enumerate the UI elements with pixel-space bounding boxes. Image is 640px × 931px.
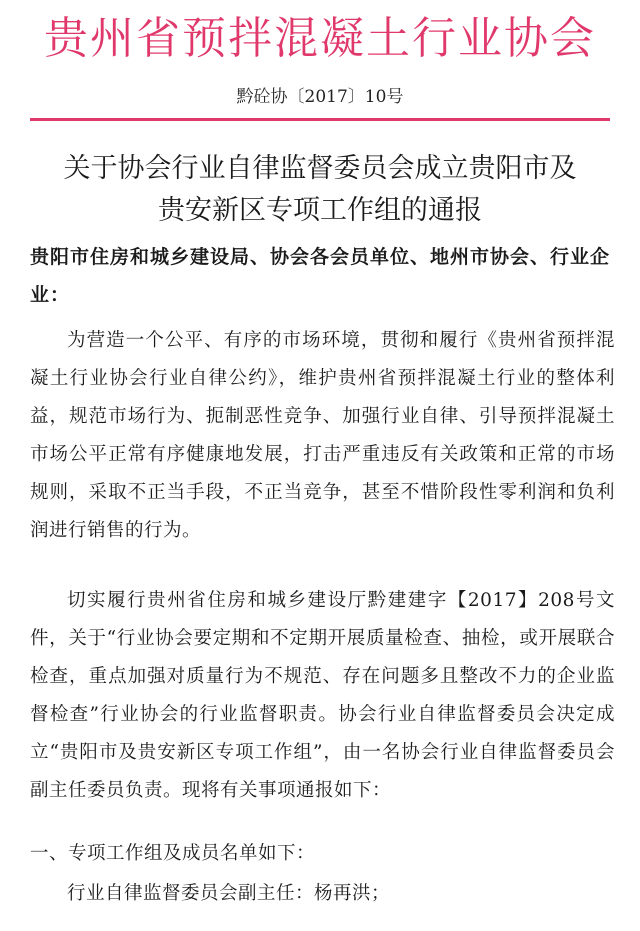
notice-title-line-2: 贵安新区专项工作组的通报 bbox=[158, 195, 482, 226]
document-number: 黔砼协〔2017〕10号 bbox=[236, 87, 404, 107]
notice-title bbox=[20, 148, 620, 232]
body-paragraph-2: 切实履行贵州省住房和城乡建设厅黔建建字【2017】208号文件，关于“行业协会要定期和不定期开展质量检查、抽检，或开展联合检查，重点加强对质量行为不规范、存在问题多且整改不力的企业监督检查”行业协会的行业监督职责。协会行业自律监督委员会决定成立“贵阳市及贵安新区专项工作组”，由一名协会行业自律监督委员会副主任委员负责。现将有关事项通报如下： bbox=[30, 590, 615, 801]
letterhead-divider bbox=[30, 118, 610, 121]
member-line: 行业自律监督委员会副主任：杨再洪； bbox=[67, 883, 391, 904]
notice-title-line-1: 关于协会行业自律监督委员会成立贵阳市及 bbox=[63, 153, 577, 184]
body-paragraph-1: 为营造一个公平、有序的市场环境，贯彻和履行《贵州省预拌混凝土行业协会行业自律公约》，维护贵州省预拌混凝土行业的整体利益，规范市场行为、扼制恶性竞争、加强行业自律、引导预拌混凝土市场公平正常有序健康地发展，打击严重违反有关政策和正常的市场规则，采取不正当手段，不正当竞争，甚至不惜阶段性零利润和负利润进行销售的行为。 bbox=[30, 330, 615, 541]
letterhead-org-name: 贵州省预拌混凝土行业协会 bbox=[44, 13, 596, 64]
section-heading-1: 一、专项工作组及成员名单如下： bbox=[30, 843, 316, 864]
addressee: 贵阳市住房和城乡建设局、协会各会员单位、地州市协会、行业企业： bbox=[30, 246, 611, 306]
